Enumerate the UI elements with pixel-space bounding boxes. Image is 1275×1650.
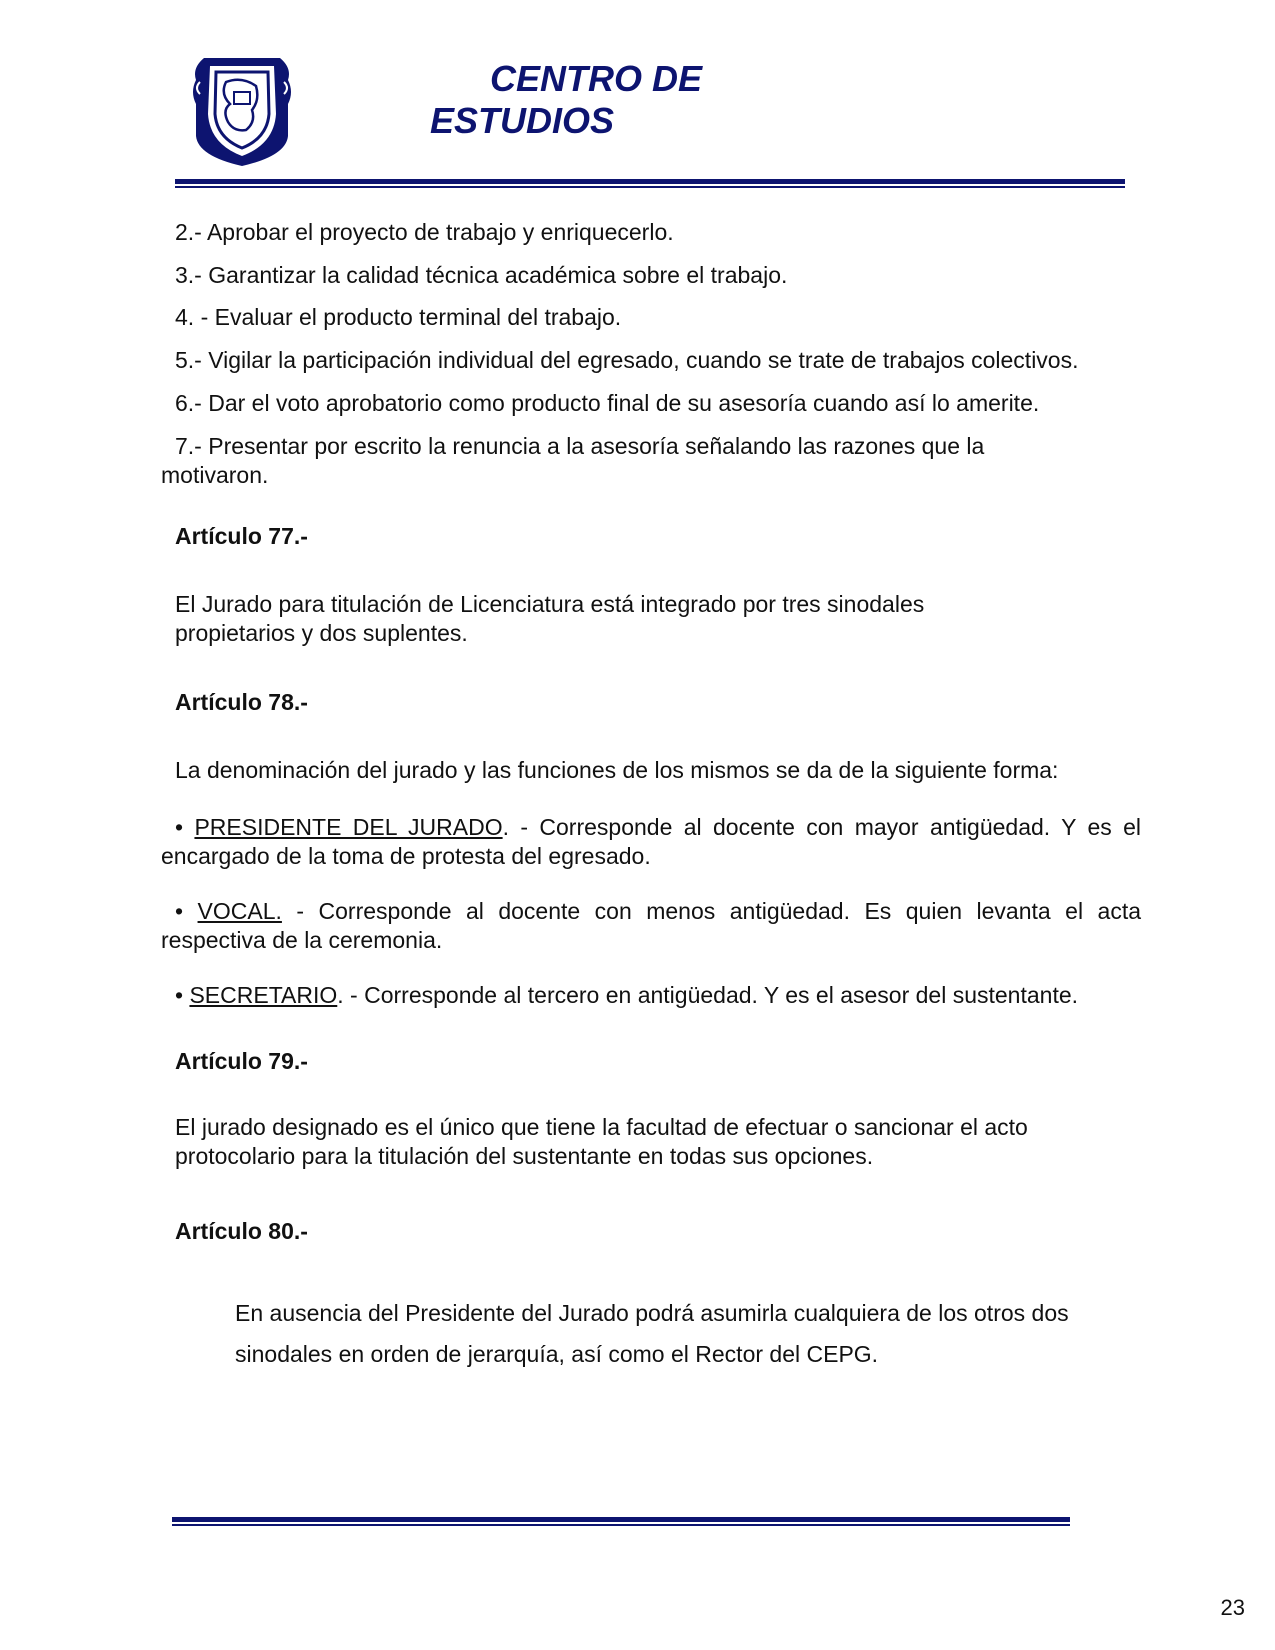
header-title-line1: CENTRO DE bbox=[490, 58, 703, 99]
role-title: VOCAL. bbox=[197, 898, 282, 924]
role-title: PRESIDENTE DEL JURADO bbox=[194, 814, 503, 840]
bullet: • bbox=[175, 814, 184, 840]
footer-rule-thin bbox=[172, 1524, 1070, 1526]
list-item: 6.- Dar el voto aprobatorio como producto final de su asesoría cuando así lo amerite. bbox=[175, 390, 1040, 416]
role-title: SECRETARIO bbox=[189, 982, 338, 1008]
article-77-body: El Jurado para titulación de Licenciatura está integrado por tres sinodales propietarios y dos suplentes. bbox=[175, 591, 925, 646]
list-item: 4. - Evaluar el producto terminal del trabajo. bbox=[175, 304, 622, 330]
article-78-intro: La denominación del jurado y las funciones de los mismos se da de la siguiente forma: bbox=[175, 757, 1059, 783]
list-item bbox=[161, 432, 1081, 490]
article-80-body: En ausencia del Presidente del Jurado podrá asumirla cualquiera de los otros dos sinodales en orden de jerarquía, así como el Rector del CEPG. bbox=[235, 1300, 1069, 1367]
article-77-heading: Artículo 77.- bbox=[175, 523, 308, 549]
list-item: 3.- Garantizar la calidad técnica académica sobre el trabajo. bbox=[175, 262, 788, 288]
institution-seal-icon bbox=[190, 52, 294, 170]
header-title bbox=[400, 58, 760, 141]
role-text: - Corresponde al docente con menos antigüedad. Es quien levanta el acta respectiva de la ceremonia. bbox=[161, 898, 1142, 953]
header-title-line2: ESTUDIOS bbox=[430, 100, 615, 141]
page-number: 23 bbox=[1220, 1595, 1245, 1620]
header-rule bbox=[175, 179, 1125, 184]
article-78-heading: Artículo 78.- bbox=[175, 689, 308, 715]
list-item-text: 7.- Presentar por escrito la renuncia a la asesoría señalando las razones que la motivaron. bbox=[161, 433, 985, 488]
list-item: 2.- Aprobar el proyecto de trabajo y enriquecerlo. bbox=[175, 219, 674, 245]
list-item: 5.- Vigilar la participación individual del egresado, cuando se trate de trabajos colectivos. bbox=[175, 347, 1079, 373]
role-secretario bbox=[175, 981, 1155, 1010]
footer-rule bbox=[172, 1517, 1070, 1522]
role-text: . - Corresponde al docente con mayor antigüedad. Y es el encargado de la toma de protesta del egresado. bbox=[161, 814, 1142, 869]
header-rule-thin bbox=[175, 186, 1125, 188]
article-79-heading: Artículo 79.- bbox=[175, 1048, 308, 1074]
bullet: • bbox=[175, 898, 184, 924]
role-text: . - Corresponde al tercero en antigüedad. Y es el asesor del sustentante. bbox=[337, 982, 1079, 1008]
role-president bbox=[161, 813, 1141, 871]
role-vocal bbox=[161, 897, 1141, 955]
article-79-body: El jurado designado es el único que tiene la facultad de efectuar o sancionar el acto protocolario para la titulación del sustentante en todas sus opciones. bbox=[175, 1114, 1028, 1169]
article-80-heading: Artículo 80.- bbox=[175, 1218, 308, 1244]
bullet: • bbox=[175, 982, 184, 1008]
